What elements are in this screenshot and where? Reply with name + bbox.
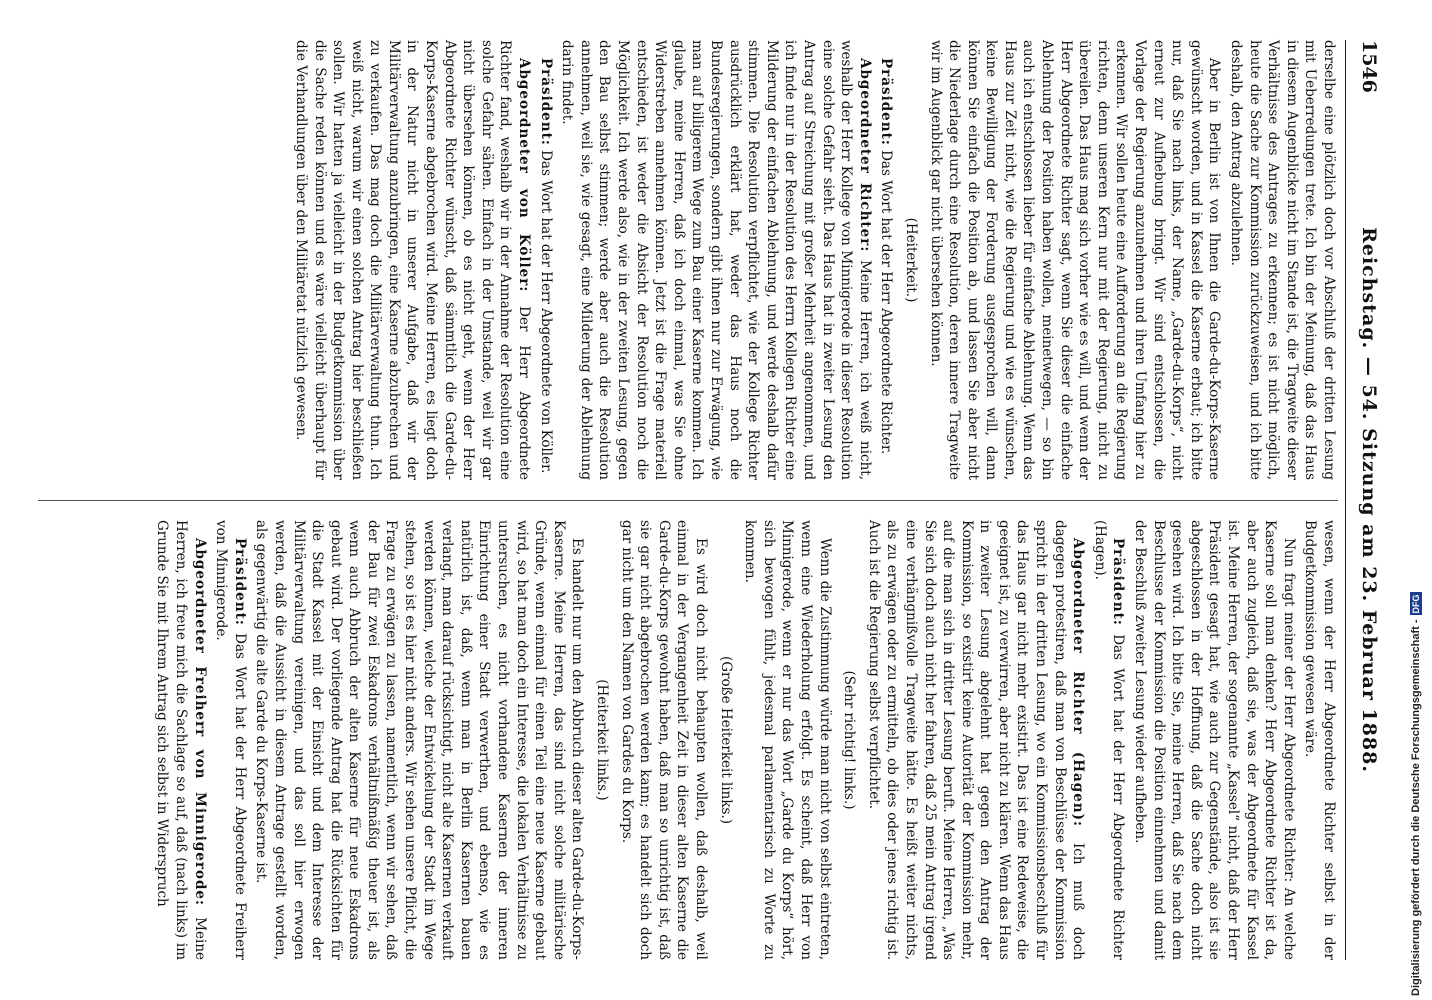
paragraph: wesen, wenn der Herr Abgeordnete Richter selbst in der Budgetkommission gewesen wäre. (1302, 520, 1337, 960)
interjection: (Große Heiterkeit links.) (717, 655, 734, 825)
page-header (1350, 40, 1380, 960)
paragraph: Aber in Berlin ist von Ihnen die Garde-du-Korps-Kaserne gewünscht worden, und in Kassel die Kaserne erbaut; ich bitte nur, daß Sie nach links, der Name, „Garde-du-Korps“, nicht erneut zur Aufhebung bringt. Wir sind entschlossen, die Vorlage der Regierung anzunehmen und ihren Umfang hier zu erkennen. Wir sollen heute eine Aufforderung an die Regierung richten, denn unseren Kern nur mit der Regierung, nicht zu übereilen. Das Haus mag sich vorher wie es will, und wenn der Herr Abgeordnete Richter sagt, wenn Sie dieser die einfache Ablehnung der Position haben wollen, meinetwegen, — so bin auch ich entschlossen lieber für einfache Ablehnung. Wenn das Haus zur Zeit nicht, wie die Regierung und wie es wünschen, keine Bewilligung der Forderung ausgesprochen will, dann können Sie einfach die Position ab, und lassen Sie aber nicht die Niederlage durch eine Resolution, deren innere Tragweite wir im Augenblick gar nicht übersehen können. (927, 40, 1223, 480)
speech-text: Meine Herren, ich freue mich die Sachlage so auf, daß (nach links) im Grunde Sie mit Ihrem Antrag sich selbst in Widerspruch (154, 520, 208, 961)
speaker-label: Abgeordneter Freiherr von Minnigerode: (191, 538, 208, 907)
paragraph: Nun fragt meiner der Herr Abgeordnete Richter: An welche Kaserne soll man denken? Herr Abgeordnete Richter ist da, aber auch zugleich, daß sie, was der Abgeordnete für Kassel ist. Meine Herren, der sogenannte „Kassel“ nicht, daß der Herr Präsident gesagt hat, wie auch zur Gegenstände, also ist sie abgeschlossen in der Hoffnung, daß die Sache doch nicht gesehen wird. Ich bitte Sie, meine Herren, daß Sie nach dem Beschlusse der Kommission die Position einnehmen und damit der Beschluß zweiter Lesung wieder aufheben. (1132, 520, 1297, 960)
speaker-label: Präsident: (878, 58, 895, 146)
page-title: Reichstag. — 54. Sitzung am 23. Februar 1888. (1358, 227, 1380, 773)
speaker-label: Präsident: (1110, 538, 1127, 626)
paragraph: Es wird doch nicht behaupten wollen, daß deshalb, weil einmal in der Vergangenheit Zeit in dieser alten Kaserne die Garde-du-Korps gewohnt haben, daß man so unrichtig ist, daß sie gar nicht abgebrochen werden kann; es handelt sich doch gar nicht um den Namen von Gardes du Korps. (618, 520, 709, 960)
speaker-label: Präsident: (537, 58, 554, 146)
left-column (288, 40, 1338, 480)
paragraph: Wenn die Zustimmung würde man nicht von selbst eintreten, wenn eine Wiederholung erfolgt. Es scheint, daß Herr von Minnigerode, wenn er nur das Wort „Garde du Korps“ hört, sich bewogen fühlt, jedesmal parlamentarisch zu Worte zu kommen. (742, 520, 833, 960)
speaker-label: Abgeordneter Richter: (856, 58, 873, 253)
page-number: 1546 (1358, 40, 1380, 93)
interjection: (Heiterkeit.) (902, 217, 919, 303)
speech-text: Das Wort hat der Herr Abgeordnete Richter (Hagen). (1091, 520, 1127, 960)
paragraph: derselbe eine plötzlich doch vor Abschluß der dritten Lesung mit Ueberredungen trete. Ich bin der Meinung, daß das Haus in diesem Augenblicke nicht im Stande ist, die Tragweite dieser Verhältnisse des Antrages zu erkennen; es ist nicht möglich, heute die Sache zur Kommission zurückzuweisen, und ich bitte deshalb, den Antrag abzulehnen. (1228, 40, 1337, 480)
speech-text: Meine Herren, ich weiß nicht, weshalb der Herr Kollege von Minnigerode in dieser Resolution eine solche Gefahr sieht. Das Haus hat in zweiter Lesung den Antrag auf Streichung mit großer Mehrheit angenommen, und ich finde nur in der Resolution des Herrn Kollegen Richter eine Milderung der einfachen Ablehnung, und werde deshalb dafür stimmen. Die Resolution verpflichtet, wie der Kollege Richter ausdrücklich erklärt hat, weder das Haus noch die Bundesregierungen, sondern gibt ihnen nur zur Erwägung, wie man auf billigerem Wege zum Bau einer Kaserne kommen. Ich glaube, meine Herren, daß ich doch einmal, was Sie ohne Widerstreben annehmen können. Jetzt ist die Frage materiell entschieden, ist weder die Absicht der Resolution noch die Möglichkeit. Ich werde also, wie in der zweiten Lesung, gegen den Bau selbst stimmen; werde aber auch die Resolution annehmen, weil sie, wie gesagt, eine Milderung der Ablehnung darin findet. (559, 40, 873, 480)
credit-text: Digitalisierung gefördert durch die Deutsche Forschungsgemeinschaft - (1410, 619, 1422, 996)
speech-text: Das Wort hat der Herr Abgeordnete Freiherr von Minnigerode. (213, 520, 248, 961)
speech-text: Das Wort hat der Herr Abgeordnete Richter. (878, 150, 895, 455)
dfg-logo: DFG (1411, 594, 1421, 614)
speech-text: Das Wort hat der Herr Abgeordnete von Köller. (537, 150, 554, 474)
digitization-credit (1407, 4, 1425, 996)
column-divider (38, 500, 1338, 501)
interjection: (Heiterkeit links.) (594, 679, 611, 801)
header-rule (1345, 40, 1346, 960)
speech-text: Ich muß doch dagegen protestiren, daß man von Beschlüsse der Kommission spricht in der dritten Lesung, wo ein Kommissionsbeschluß für das Haus gar nicht mehr existirt. Das ist eine Redeweise, die geeignet ist, zu verwirren, aber nicht zu klären. Wenn das Haus in zweiter Lesung abgelehnt hat gegen den Antrag der Kommission, so existirt keine Autorität der Kommission mehr, auf die man sich in dritter Lesung beruft. Meine Herren, „Was Sie sich doch auch nicht her fahren, daß 25 mein Antrag irgend eine verhängnißvolle Tragweite hätte. Es heißt weiter nichts, als zu erwägen oder zu ermitteln, ob dies oder jenes richtig ist. Auch ist die Regierung selbst verpflichtet. (865, 520, 1087, 961)
right-column (150, 520, 1338, 960)
scanned-page (6, 0, 1386, 1000)
speaker-label: Abgeordneter Richter (Hagen): (1070, 538, 1087, 827)
speaker-label: Abgeordneter von Köller: (516, 58, 533, 293)
paragraph: Es handelt nur um den Abbruch dieser alten Garde-du-Korps-Kaserne. Meine Herren, das sind nicht solche militärische Gründe, wenn einmal für einen Teil eine neue Kaserne gebaut wird, so hat man doch ein Interesse, die lokalen Verhältnisse zu untersuchen, es nicht vorhandene Kasernen der inneren Einrichtung einer Stadt verwerthen, und ebenso, wie es natürlich ist, daß, wenn man in Berlin Kasernen bauen verlangt, man darauf rücksichtigt, nicht alte Kasernen verkauft werden können, welche der Entwickelung der Stadt im Wege stehen, so ist es hier nicht anders. Wir sehen unsere Pflicht, die Frage zu erwägen zu lassen, namentlich, wenn wir sehen, daß der Bau für zwei Eskadrons verhältnißmäßig theuer ist, als wenn auch Abbruch der alten Kaserne für neue Eskadrons gebaut wird. Der vorliegende Antrag hat die Rücksichten für die Stadt Kassel mit der Einsicht und dem Interesse der Militärverwaltung vereinigen, und das soll hier erwogen werden, daß die Aussicht in diesem Antrage gestellt worden, als gegenwärtig die alte Garde du Korps-Kaserne ist. (253, 520, 586, 960)
speaker-label: Präsident: (231, 538, 248, 626)
interjection: (Sehr richtig! links.) (841, 670, 858, 810)
speech-text: Der Herr Abgeordnete Richter fand, weshalb wir in der Annahme der Resolution eine solche Gefahr sähen. Einfach in der Umstande, weil wir gar nicht übersehen können, ob es nicht geht, wenn der Herr Abgeordnete Richter wünscht, daß sämmtlich die Garde-du-Korps-Kaserne abgebrochen wird. Meine Herren, es liegt doch in der Natur nicht in unserer Aufgabe, daß wir der Militärverwaltung anzubringen, eine Kaserne abzubrechen und zu verkaufen. Das mag doch die Militärverwaltung thun. Ich weiß nicht, warum wir einen solchen Antrag hier beschließen sollen. Wir hatten ja vielleicht in der Budgetkommission über die Sache reden können und es wäre vielleicht überhaupt für die Verhandlungen über den Militäretat nützlich gewesen. (292, 40, 533, 480)
